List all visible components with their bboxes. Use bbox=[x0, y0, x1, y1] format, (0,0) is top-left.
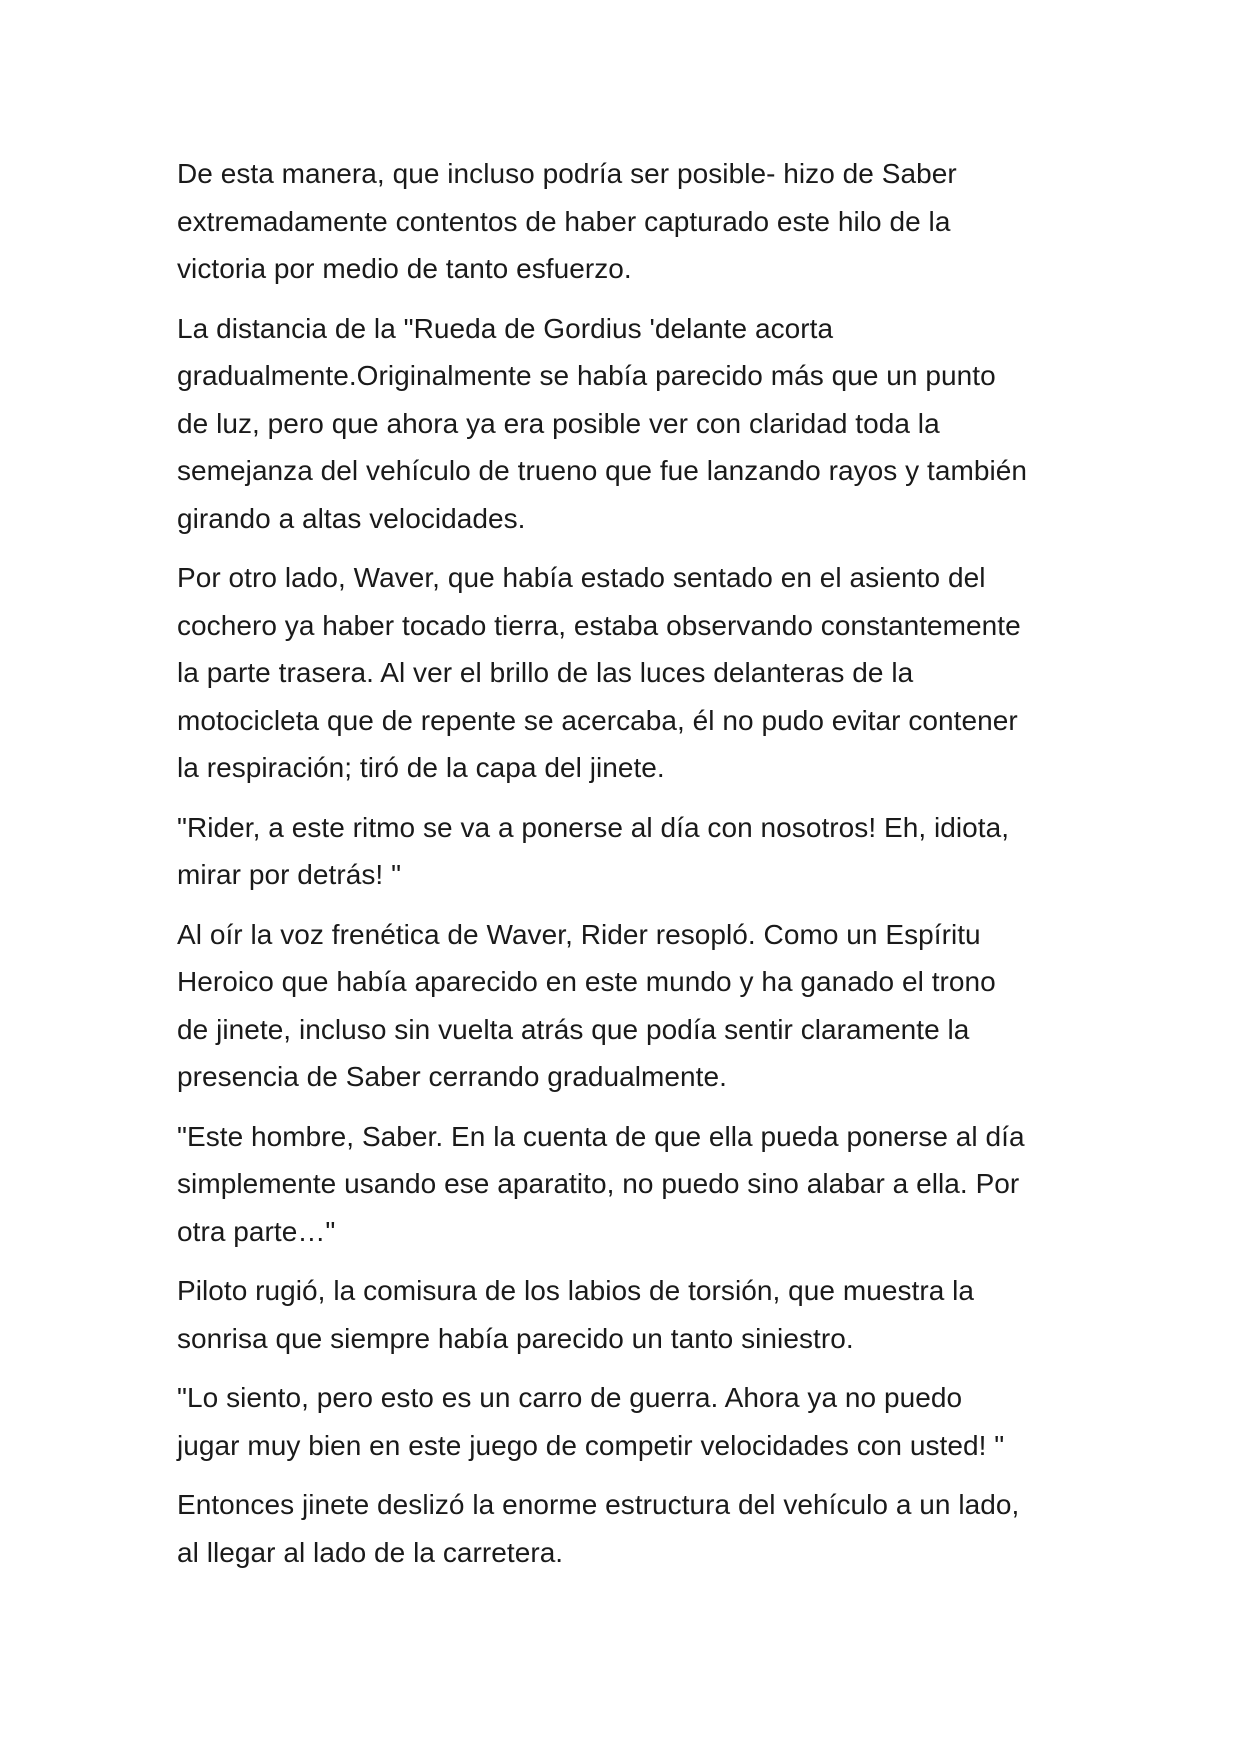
text-line: la respiración; tiró de la capa del jinete. bbox=[177, 752, 665, 783]
paragraph-1 bbox=[177, 150, 1077, 293]
text-line: girando a altas velocidades. bbox=[177, 502, 526, 534]
text-line: mirar por detrás! " bbox=[177, 859, 402, 890]
text-line: semejanza del vehículo de trueno que fue lanzando rayos y también bbox=[177, 455, 1028, 486]
text-line: extremadamente contentos de haber capturado este hilo de la bbox=[177, 205, 951, 237]
text-line: gradualmente.Originalmente se había parecido más que un punto bbox=[177, 360, 996, 391]
text-line: Al oír la voz frenética de Waver, Rider resopló. Como un Espíritu bbox=[177, 918, 981, 950]
text-line: Por otro lado, Waver, que había estado sentado en el asiento del bbox=[177, 562, 986, 593]
text-line: otra parte…" bbox=[177, 1215, 336, 1247]
text-line: de luz, pero que ahora ya era posible ver con claridad toda la bbox=[177, 407, 940, 439]
text-line: de jinete, incluso sin vuelta atrás que podía sentir claramente la bbox=[177, 1013, 970, 1045]
paragraph-9 bbox=[177, 1481, 1077, 1576]
text-line: simplemente usando ese aparatito, no puedo sino alabar a ella. Por bbox=[177, 1168, 1020, 1199]
text-line: Piloto rugió, la comisura de los labios de torsión, que muestra la bbox=[177, 1275, 975, 1306]
paragraph-7 bbox=[177, 1267, 1077, 1362]
text-line: al llegar al lado de la carretera. bbox=[177, 1536, 564, 1568]
text-line: Entonces jinete deslizó la enorme estructura del vehículo a un lado, bbox=[177, 1489, 1020, 1520]
text-line: La distancia de la "Rueda de Gordius 'delante acorta bbox=[177, 312, 834, 344]
text-line: motocicleta que de repente se acercaba, él no pudo evitar contener bbox=[177, 704, 1018, 736]
paragraph-8 bbox=[177, 1374, 1077, 1469]
text-line: jugar muy bien en este juego de competir velocidades con usted! " bbox=[177, 1429, 1005, 1461]
text-line: Heroico que había aparecido en este mundo y ha ganado el trono bbox=[177, 966, 996, 997]
paragraph-5 bbox=[177, 911, 1077, 1101]
text-line: "Rider, a este ritmo se va a ponerse al día con nosotros! Eh, idiota, bbox=[177, 811, 1010, 843]
paragraph-3 bbox=[177, 554, 1077, 792]
text-line: De esta manera, que incluso podría ser posible- hizo de Saber bbox=[177, 158, 957, 189]
paragraph-6 bbox=[177, 1113, 1077, 1256]
paragraph-4 bbox=[177, 804, 1077, 899]
text-line: cochero ya haber tocado tierra, estaba observando constantemente bbox=[177, 609, 1021, 641]
text-line: sonrisa que siempre había parecido un tanto siniestro. bbox=[177, 1322, 854, 1354]
text-line: "Lo siento, pero esto es un carro de guerra. Ahora ya no puedo bbox=[177, 1382, 963, 1413]
paragraph-2 bbox=[177, 305, 1077, 543]
document-body bbox=[177, 150, 1077, 1588]
text-line: "Este hombre, Saber. En la cuenta de que ella pueda ponerse al día bbox=[177, 1120, 1025, 1152]
text-line: la parte trasera. Al ver el brillo de las luces delanteras de la bbox=[177, 657, 914, 688]
text-line: victoria por medio de tanto esfuerzo. bbox=[177, 253, 632, 284]
text-line: presencia de Saber cerrando gradualmente. bbox=[177, 1061, 727, 1092]
